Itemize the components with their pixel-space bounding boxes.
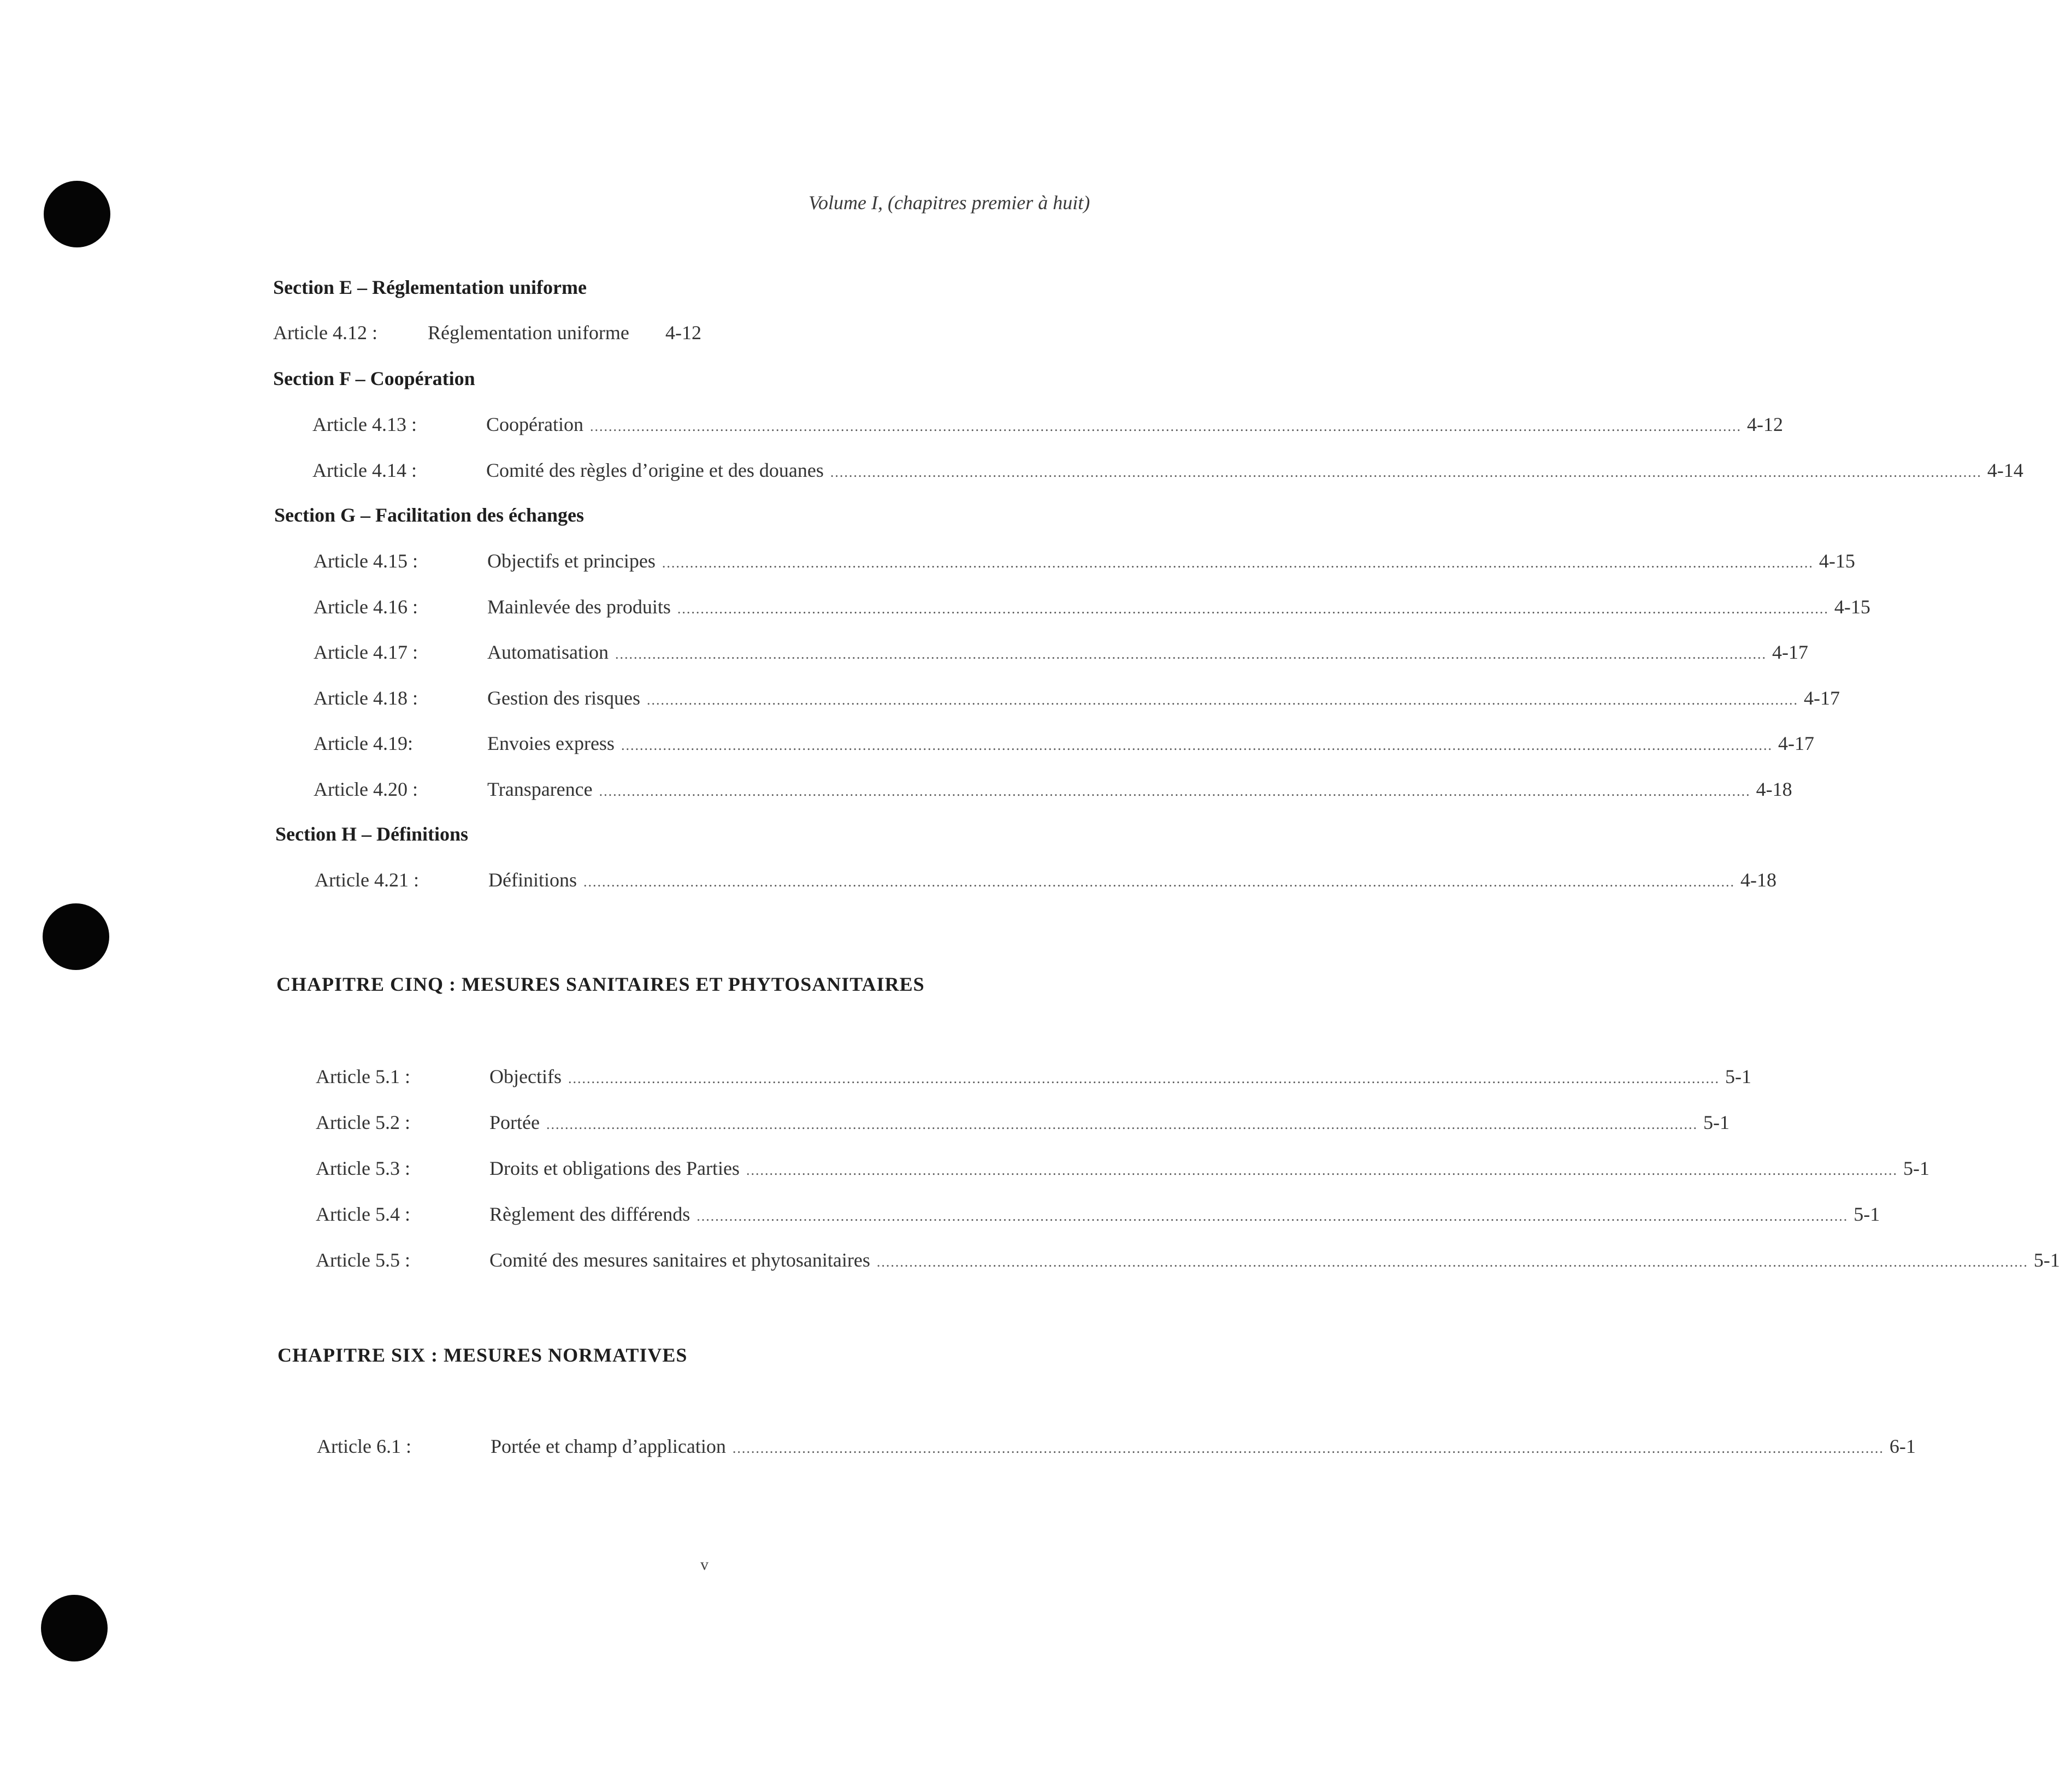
article-title: Comité des règles d’origine et des douanes bbox=[486, 459, 824, 481]
toc-entry-4-20[interactable] bbox=[314, 778, 1792, 804]
dot-leader: ........................................................................................................................................................................................................................................................ bbox=[677, 601, 1829, 617]
toc-entry-5-5[interactable] bbox=[316, 1249, 2060, 1275]
dot-leader: ........................................................................................................................................................................................................................................................ bbox=[599, 783, 1751, 799]
article-page: 4-17 bbox=[1803, 687, 1840, 709]
article-number: Article 5.4 : bbox=[316, 1203, 410, 1225]
dot-leader: ........................................................................................................................................................................................................................................................ bbox=[732, 1440, 1884, 1456]
article-title: Envoies express bbox=[487, 732, 615, 754]
dot-leader: ........................................................................................................................................................................................................................................................ bbox=[830, 464, 1982, 480]
article-page: 4-17 bbox=[1778, 732, 1814, 754]
toc-entry-6-1[interactable] bbox=[317, 1435, 1916, 1461]
article-title: Règlement des différends bbox=[489, 1203, 690, 1225]
toc-entry-4-16[interactable] bbox=[314, 595, 1870, 622]
article-page: 4-17 bbox=[1772, 641, 1808, 663]
dot-leader: ........................................................................................................................................................................................................................................................ bbox=[646, 692, 1798, 708]
article-page: 4-18 bbox=[1740, 869, 1776, 891]
article-page: 4-14 bbox=[1987, 459, 2023, 481]
article-title: Automatisation bbox=[487, 641, 609, 663]
toc-entry-5-2[interactable] bbox=[316, 1111, 1730, 1137]
page-number: v bbox=[700, 1556, 709, 1574]
dot-leader: ........................................................................................................................................................................................................................................................ bbox=[696, 1208, 1849, 1224]
chapter-heading-5: CHAPITRE CINQ : MESURES SANITAIRES ET PHYTOSANITAIRES bbox=[276, 973, 925, 995]
article-page: 5-1 bbox=[1854, 1203, 1880, 1225]
article-title: Objectifs et principes bbox=[487, 550, 656, 572]
toc-entry-5-1[interactable] bbox=[316, 1065, 1751, 1091]
dot-leader: ........................................................................................................................................................................................................................................................ bbox=[546, 1116, 1698, 1132]
toc-entry-5-4[interactable] bbox=[316, 1203, 1880, 1229]
toc-entry-4-12[interactable] bbox=[273, 321, 710, 347]
article-title: Portée bbox=[489, 1111, 540, 1133]
article-number: Article 5.5 : bbox=[316, 1249, 410, 1271]
article-page: 5-1 bbox=[1903, 1157, 1929, 1179]
article-page: 5-1 bbox=[2033, 1249, 2060, 1271]
article-title: Coopération bbox=[486, 413, 583, 435]
dot-leader: ........................................................................................................................................................................................................................................................ bbox=[621, 737, 1773, 753]
binder-hole-bottom bbox=[41, 1595, 108, 1661]
article-number: Article 5.2 : bbox=[316, 1111, 410, 1133]
article-title: Objectifs bbox=[489, 1066, 562, 1087]
binder-hole-middle bbox=[43, 903, 109, 970]
toc-entry-4-13[interactable] bbox=[312, 413, 1783, 439]
article-number: Article 4.15 : bbox=[314, 550, 418, 572]
article-number: Article 4.21 : bbox=[315, 869, 419, 891]
section-heading-g: Section G – Facilitation des échanges bbox=[274, 504, 584, 526]
binder-hole-top bbox=[44, 181, 110, 247]
running-header: Volume I, (chapitres premier à huit) bbox=[808, 192, 1090, 214]
article-page: 4-18 bbox=[1756, 778, 1792, 800]
article-page: 5-1 bbox=[1725, 1066, 1751, 1087]
article-number: Article 4.16 : bbox=[314, 596, 418, 618]
article-page: 4-12 bbox=[665, 322, 701, 344]
toc-entry-5-3[interactable] bbox=[316, 1157, 1929, 1183]
article-number: Article 4.13 : bbox=[312, 413, 417, 435]
article-title: Mainlevée des produits bbox=[487, 596, 671, 618]
article-page: 4-15 bbox=[1819, 550, 1855, 572]
dot-leader: ........................................................................................................................................................................................................................................................ bbox=[746, 1162, 1898, 1178]
article-number: Article 4.17 : bbox=[314, 641, 418, 663]
article-title: Portée et champ d’application bbox=[491, 1435, 726, 1457]
toc-entry-4-19[interactable] bbox=[314, 732, 1814, 758]
article-number: Article 4.12 : bbox=[273, 322, 377, 344]
dot-leader: ........................................................................................................................................................................................................................................................ bbox=[662, 555, 1814, 571]
toc-entry-4-21[interactable] bbox=[315, 868, 1776, 895]
article-number: Article 5.1 : bbox=[316, 1066, 410, 1087]
section-heading-f: Section F – Coopération bbox=[273, 368, 475, 389]
dot-leader: ........................................................................................................................................................................................................................................................ bbox=[583, 874, 1735, 890]
article-page: 4-12 bbox=[1746, 413, 1783, 435]
article-number: Article 5.3 : bbox=[316, 1157, 410, 1179]
article-page: 4-15 bbox=[1834, 596, 1870, 618]
dot-leader: ........................................................................................................................................................................................................................................................ bbox=[568, 1071, 1720, 1086]
dot-leader: ........................................................................................................................................................................................................................................................ bbox=[876, 1254, 2028, 1270]
toc-entry-4-14[interactable] bbox=[312, 459, 2023, 485]
toc-entry-4-15[interactable] bbox=[314, 549, 1855, 576]
article-title: Comité des mesures sanitaires et phytosanitaires bbox=[489, 1249, 870, 1271]
article-page: 5-1 bbox=[1703, 1111, 1730, 1133]
article-page: 6-1 bbox=[1889, 1435, 1916, 1457]
article-number: Article 6.1 : bbox=[317, 1435, 411, 1457]
article-number: Article 4.19: bbox=[314, 732, 413, 754]
article-number: Article 4.18 : bbox=[314, 687, 418, 709]
article-number: Article 4.14 : bbox=[312, 459, 417, 481]
section-heading-e: Section E – Réglementation uniforme bbox=[273, 276, 587, 298]
dot-leader: ........................................................................................................................................................................................................................................................ bbox=[589, 418, 1742, 434]
article-title: Gestion des risques bbox=[487, 687, 640, 709]
dot-leader: ........................................................................................................................................................................................................................................................ bbox=[615, 646, 1767, 662]
section-heading-h: Section H – Définitions bbox=[275, 823, 469, 845]
article-title: Droits et obligations des Parties bbox=[489, 1157, 740, 1179]
toc-entry-4-18[interactable] bbox=[314, 687, 1840, 713]
chapter-heading-6: CHAPITRE SIX : MESURES NORMATIVES bbox=[278, 1344, 688, 1366]
article-title: Réglementation uniforme bbox=[428, 322, 629, 344]
article-title: Définitions bbox=[488, 869, 577, 891]
article-title: Transparence bbox=[487, 778, 593, 800]
toc-entry-4-17[interactable] bbox=[314, 641, 1808, 667]
article-number: Article 4.20 : bbox=[314, 778, 418, 800]
